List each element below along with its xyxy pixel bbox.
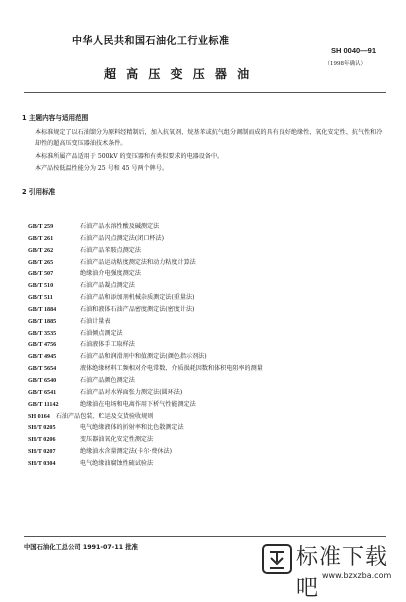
reference-code: SH/T 0205 <box>28 425 56 432</box>
header-divider <box>24 92 386 93</box>
reference-code: GB/T 1884 <box>28 306 57 313</box>
reference-item <box>28 316 388 328</box>
section-1-paragraph-1: 本标准规定了以石油馏分为原料经精制后，加入抗氧剂、烷基苯或抗气组分调制而成的具有良好绝缘性、氧化安定性、抗气性和冷却性的超高压变压器油技术条件。 <box>35 129 383 148</box>
referenced-standards-list <box>28 221 388 470</box>
reference-title: 石油产品运动粘度测定法和动力粘度计算法 <box>80 258 196 266</box>
reference-title: 变压器油氧化安定性测定法 <box>80 436 154 444</box>
reference-title: 石油倾点测定法 <box>80 329 123 337</box>
issuing-organization: 中华人民共和国石油化工行业标准 <box>72 36 230 47</box>
reference-item <box>28 339 388 351</box>
reference-item <box>28 375 388 387</box>
reference-title: 石油产品对水界面张力测定法(圆环法) <box>80 388 183 396</box>
reference-title: 石油产品凝点测定法 <box>80 282 135 290</box>
reference-code: SH/T 0207 <box>28 449 56 456</box>
reference-item <box>28 458 388 470</box>
reference-code: GB/T 510 <box>28 283 54 290</box>
reference-code: SH 0164 <box>28 413 50 420</box>
reference-code: SH/T 0206 <box>28 437 56 444</box>
watermark <box>262 540 402 601</box>
reference-item <box>28 233 388 245</box>
reference-title: 电气绝缘液体的折射率和比色散测定法 <box>80 424 184 432</box>
reference-item <box>28 245 388 257</box>
reference-code: GB/T 265 <box>28 259 54 266</box>
reference-item <box>28 304 388 316</box>
section-1-heading: 1 主题内容与适用范围 <box>22 114 89 122</box>
reference-item <box>28 363 388 375</box>
reference-title: 石油产品和润滑剂中和值测定法(颜色指示剂法) <box>80 353 207 361</box>
reference-item <box>28 328 388 340</box>
reference-title: 石油计量表 <box>80 317 111 325</box>
watermark-url: www.bzxzba.com <box>322 571 392 580</box>
reference-title: 石油产品闪点测定法(闭口杯法) <box>80 234 164 242</box>
reference-code: GB/T 6540 <box>28 377 57 384</box>
reference-item <box>28 257 388 269</box>
reference-code: GB/T 262 <box>28 247 54 254</box>
standard-number: SH 0040—91 <box>330 46 376 55</box>
bzxz-logo-icon <box>262 544 292 574</box>
reference-title: 绝缘油介电强度测定法 <box>80 270 141 278</box>
reference-item <box>28 280 388 292</box>
section-1-paragraph-2: 本标准所属产品适用于 500kV 的变压器和有类似要求的电器设备中。 <box>35 153 224 160</box>
reference-item <box>28 387 388 399</box>
reference-code: GB/T 261 <box>28 235 54 242</box>
reference-code: GB/T 6541 <box>28 389 57 396</box>
reference-title: 绝缘油在电场和电离作用下析气性能测定法 <box>80 400 196 408</box>
reference-code: GB/T 507 <box>28 271 54 278</box>
reference-code: GB/T 4945 <box>28 354 57 361</box>
reference-title: 石油产品颜色测定法 <box>80 376 135 384</box>
reference-item <box>28 221 388 233</box>
reference-item <box>28 292 388 304</box>
reference-item <box>28 446 388 458</box>
footer-divider <box>24 536 386 537</box>
reference-code: GB/T 4756 <box>28 342 57 349</box>
reference-item <box>28 422 388 434</box>
reference-code: SH/T 0304 <box>28 460 56 467</box>
reference-code: GB/T 511 <box>28 295 53 302</box>
reference-item <box>28 351 388 363</box>
reference-title: 电气绝缘油腐蚀性硫试验法 <box>80 459 154 467</box>
reference-title: 液体绝缘材料工频相对介电常数、介质损耗因数和体积电阻率的测量 <box>80 365 263 373</box>
reference-title: 石油产品包装、贮运及交货验收规则 <box>55 412 154 420</box>
reference-title: 石油和液体石油产品密度测定法(密度计法) <box>80 305 195 313</box>
reference-item <box>28 411 388 423</box>
section-1-paragraph-3: 本产品按低温性能分为 25 号和 45 号两个牌号。 <box>35 165 168 172</box>
reference-code: GB/T 3535 <box>28 330 57 337</box>
reference-code: GB/T 11142 <box>28 401 59 408</box>
reference-item <box>28 434 388 446</box>
reference-code: GB/T 5654 <box>28 366 57 373</box>
reference-title: 石油液体手工取样法 <box>80 341 135 349</box>
reference-title: 石油产品水溶性酸及碱测定法 <box>80 223 160 230</box>
approval-line: 中国石油化工总公司 1991-07-11 批准 <box>24 544 138 551</box>
document-title: 超 高 压 变 压 器 油 <box>104 67 253 81</box>
reference-item <box>28 268 388 280</box>
reconfirmed-note: （1998年确认） <box>324 61 366 67</box>
reference-title: 绝缘油水含量测定法(卡尔·费休法) <box>80 448 173 456</box>
reference-title: 石油产品和添加剂机械杂质测定法(重量法) <box>80 294 195 302</box>
watermark-text: 标准下载吧 <box>296 545 389 601</box>
reference-item <box>28 399 388 411</box>
reference-code: GB/T 259 <box>28 224 54 230</box>
reference-code: GB/T 1885 <box>28 318 57 325</box>
reference-title: 石油产品苯胺点测定法 <box>80 246 141 254</box>
section-2-heading: 2 引用标准 <box>22 188 56 196</box>
